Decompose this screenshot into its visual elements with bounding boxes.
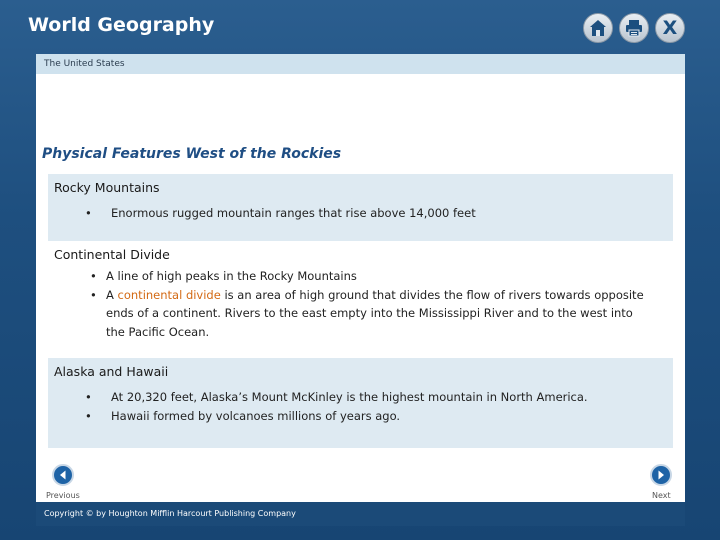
section-alaska-hawaii xyxy=(48,358,673,448)
bullet-text: A line of high peaks in the Rocky Mountains xyxy=(106,269,357,283)
section-title: Rocky Mountains xyxy=(54,180,160,195)
list-item xyxy=(54,286,654,342)
key-term: continental divide xyxy=(117,287,221,302)
list-item xyxy=(54,388,654,407)
app-title: World Geography xyxy=(28,14,215,36)
previous-button[interactable] xyxy=(52,464,74,486)
slide-content xyxy=(36,74,685,502)
bullet-glyph: • xyxy=(85,390,92,404)
bullet-text-post: is an area of high ground that divides the flow of rivers towards opposite ends of a continent. Rivers to the east empty into the Mississippi River and to the west into the Pacific Ocean. xyxy=(106,287,644,339)
section-continental-divide xyxy=(48,241,673,358)
close-icon: X xyxy=(662,16,678,39)
close-button[interactable] xyxy=(655,13,685,43)
bullet-glyph: • xyxy=(90,269,97,283)
section-rocky-mountains xyxy=(48,174,673,241)
arrow-left-icon xyxy=(57,469,69,481)
copyright-text: Copyright © by Houghton Mifflin Harcourt Publishing Company xyxy=(44,509,296,518)
subtitle-bar xyxy=(36,54,685,74)
home-icon xyxy=(588,18,608,38)
bullet-glyph: • xyxy=(85,206,92,220)
next-button[interactable] xyxy=(650,464,672,486)
print-button[interactable] xyxy=(619,13,649,43)
toolbar xyxy=(583,13,685,43)
footer-bar xyxy=(36,502,685,526)
subtitle: The United States xyxy=(44,59,125,69)
print-icon xyxy=(624,18,644,38)
bullet-text-pre: A xyxy=(106,287,118,302)
list-item xyxy=(54,407,654,426)
list-item xyxy=(54,267,654,286)
bullet-text: Enormous rugged mountain ranges that rise above 14,000 feet xyxy=(111,206,476,220)
slide-heading: Physical Features West of the Rockies xyxy=(42,146,342,162)
bullet-list xyxy=(54,204,654,223)
next-label[interactable]: Next xyxy=(652,491,671,500)
bullet-glyph: • xyxy=(85,408,92,423)
bullet-text: Hawaii formed by volcanoes millions of years ago. xyxy=(111,408,401,423)
arrow-right-icon xyxy=(655,469,667,481)
list-item xyxy=(54,204,654,223)
bullet-list xyxy=(54,388,654,425)
section-title: Alaska and Hawaii xyxy=(54,364,169,379)
home-button[interactable] xyxy=(583,13,613,43)
bullet-text: At 20,320 feet, Alaska’s Mount McKinley is the highest mountain in North America. xyxy=(111,390,588,404)
bullet-glyph: • xyxy=(90,287,97,302)
previous-label[interactable]: Previous xyxy=(46,491,80,500)
bullet-list xyxy=(54,267,654,341)
section-title: Continental Divide xyxy=(54,247,170,262)
